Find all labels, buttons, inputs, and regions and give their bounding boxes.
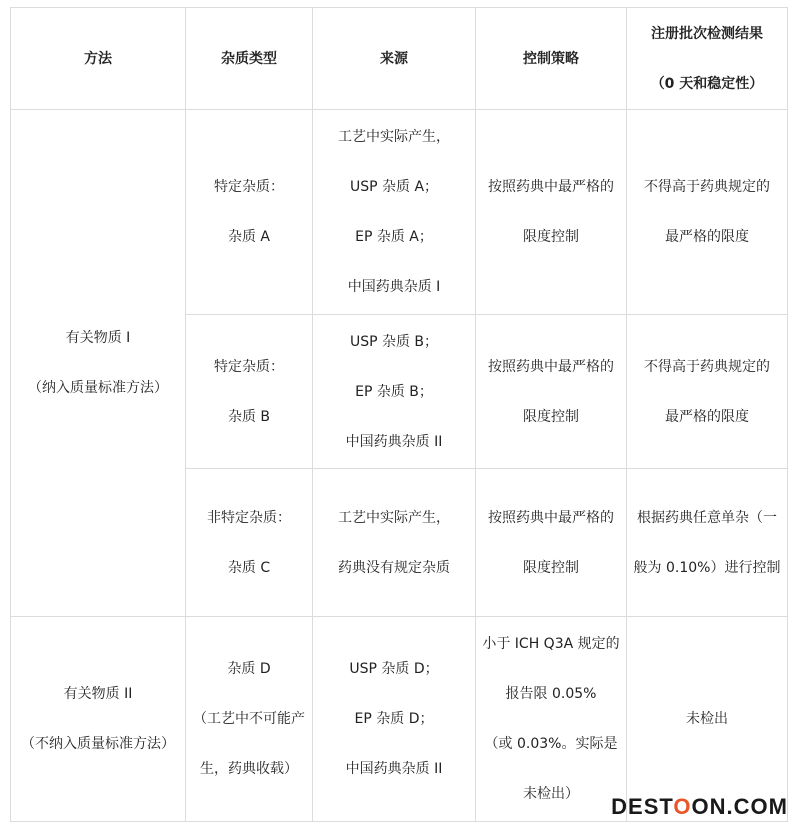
- impurity-type-cell: 特定杂质： 杂质 B: [186, 315, 313, 469]
- source-cell: 工艺中实际产生， 药典没有规定杂质: [313, 469, 476, 617]
- strategy-cell: 按照药典中最严格的 限度控制: [476, 315, 627, 469]
- table-row: [11, 110, 788, 315]
- table-row: [11, 617, 788, 822]
- strategy-cell: 按照药典中最严格的 限度控制: [476, 110, 627, 315]
- header-method: 方法: [11, 8, 186, 110]
- result-cell: 根据药典任意单杂（一 般为 0.10%）进行控制: [627, 469, 788, 617]
- destoon-watermark: DESTOON.COM: [611, 794, 788, 819]
- header-result: 注册批次检测结果 （0 天和稳定性）: [627, 8, 788, 110]
- impurity-table: [10, 7, 788, 822]
- method-cell: 有关物质 II （不纳入质量标准方法）: [11, 617, 186, 822]
- header-strategy: 控制策略: [476, 8, 627, 110]
- source-cell: USP 杂质 D； EP 杂质 D； 中国药典杂质 II: [313, 617, 476, 822]
- source-cell: 工艺中实际产生， USP 杂质 A； EP 杂质 A； 中国药典杂质 I: [313, 110, 476, 315]
- method-cell: 有关物质 I （纳入质量标准方法）: [11, 110, 186, 617]
- header-impurity-type: 杂质类型: [186, 8, 313, 110]
- strategy-cell: 按照药典中最严格的 限度控制: [476, 469, 627, 617]
- impurity-type-cell: 杂质 D （工艺中不可能产 生，药典收载）: [186, 617, 313, 822]
- source-cell: USP 杂质 B； EP 杂质 B； 中国药典杂质 II: [313, 315, 476, 469]
- header-row: [11, 8, 788, 110]
- strategy-cell: 小于 ICH Q3A 规定的 报告限 0.05% （或 0.03%。实际是 未检出）: [476, 617, 627, 822]
- result-cell: 未检出: [627, 617, 788, 822]
- header-source: 来源: [313, 8, 476, 110]
- result-cell: 不得高于药典规定的 最严格的限度: [627, 110, 788, 315]
- impurity-type-cell: 特定杂质： 杂质 A: [186, 110, 313, 315]
- result-cell: 不得高于药典规定的 最严格的限度: [627, 315, 788, 469]
- impurity-type-cell: 非特定杂质： 杂质 C: [186, 469, 313, 617]
